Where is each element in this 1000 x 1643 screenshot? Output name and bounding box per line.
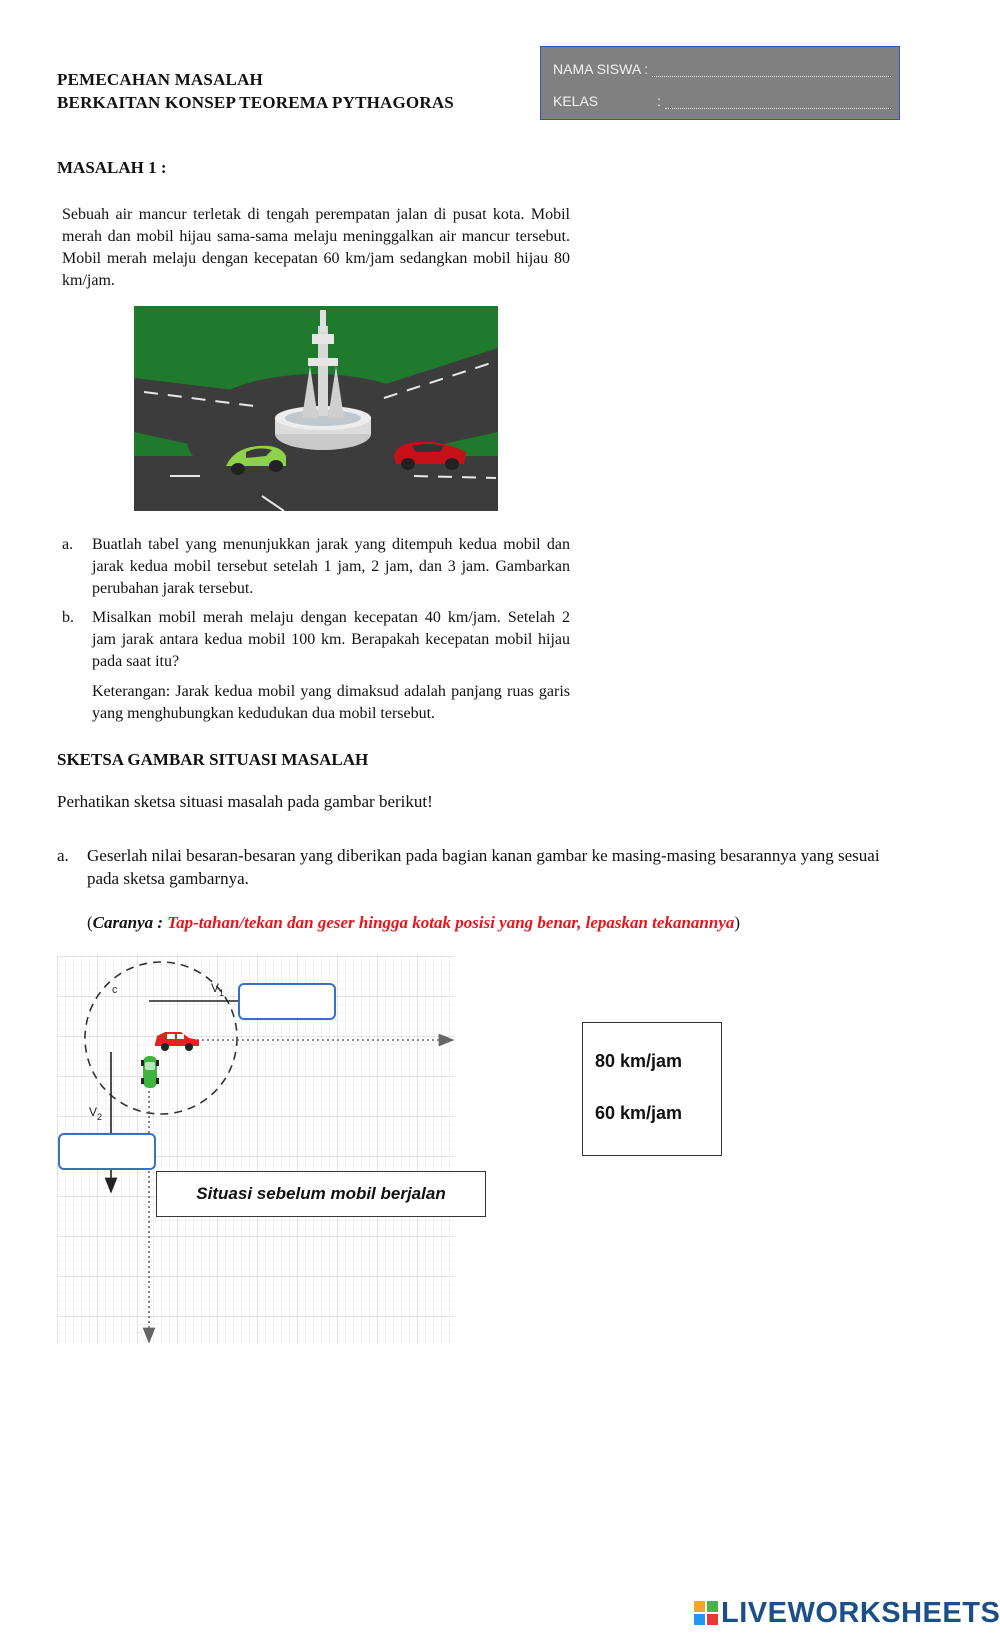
- title-line-1: PEMECAHAN MASALAH: [57, 70, 263, 89]
- option-60-kmh[interactable]: 60 km/jam: [595, 1103, 683, 1123]
- problem-heading: MASALAH 1 :: [57, 158, 167, 177]
- class-colon: :: [657, 93, 661, 109]
- title-line-2: BERKAITAN KONSEP TEOREMA PYTHAGORAS: [57, 93, 454, 112]
- sketch-instruction: [57, 844, 907, 892]
- sketch-caption: Situasi sebelum mobil berjalan: [156, 1171, 486, 1217]
- green-car-icon: [141, 1056, 159, 1088]
- question-a-text: Buatlah tabel yang menunjukkan jarak yang ditempuh kedua mobil dan jarak kedua mobil tersebut setelah 1 jam, 2 jam, dan 3 jam. Gambarkan perubahan jarak tersebut.: [92, 536, 570, 597]
- howto-open: (: [87, 913, 93, 932]
- class-field[interactable]: [665, 96, 891, 109]
- liveworksheets-logo-icon: [694, 1601, 718, 1625]
- name-field[interactable]: [652, 64, 891, 77]
- roundabout-svg: [134, 306, 498, 511]
- problem-statement: Sebuah air mancur terletak di tengah perempatan jalan di pusat kota. Mobil merah dan mobil hijau sama-sama melaju meninggalkan air mancur tersebut. Mobil merah melaju dengan kecepatan 60 km/jam sedangkan mobil hijau 80 km/jam.: [62, 206, 570, 289]
- center-label: c: [112, 984, 118, 996]
- sketch-heading: SKETSA GAMBAR SITUASI MASALAH: [57, 750, 369, 769]
- instruction-marker: a.: [57, 846, 69, 865]
- name-label: NAMA SISWA :: [553, 61, 649, 77]
- v1-drop-target[interactable]: [238, 983, 336, 1020]
- question-b: [62, 607, 570, 673]
- worksheet-title: [57, 68, 454, 114]
- class-row: [553, 91, 891, 109]
- question-b-marker: b.: [62, 609, 74, 626]
- howto-label: Caranya :: [92, 913, 164, 932]
- howto-text: Tap-tahan/tekan dan geser hingga kotak posisi yang benar, lepaskan tekanannya: [167, 913, 735, 932]
- liveworksheets-logo: [694, 1596, 1000, 1630]
- howto-line: [87, 913, 740, 933]
- problem-note: Keterangan: Jarak kedua mobil yang dimaksud adalah panjang ruas garis yang menghubungkan kedudukan dua mobil tersebut.: [92, 683, 570, 722]
- howto-close: ): [734, 913, 741, 932]
- roundabout-illustration: [134, 306, 498, 511]
- sketch-intro: Perhatikan sketsa situasi masalah pada gambar berikut!: [57, 792, 433, 811]
- question-a-marker: a.: [62, 536, 74, 553]
- student-id-box: [540, 46, 900, 120]
- v2-label: $V_2$: [89, 1105, 103, 1122]
- instruction-text: Geserlah nilai besaran-besaran yang diberikan pada bagian kanan gambar ke masing-masing besarannya yang sesuai pada sketsa gambarnya.: [87, 846, 880, 888]
- question-b-text: Misalkan mobil merah melaju dengan kecepatan 40 km/jam. Setelah 2 jam jarak antara kedua mobil 100 km. Berapakah kecepatan mobil hijau pada saat itu?: [92, 609, 570, 670]
- v1-label: $V_1$: [211, 981, 225, 998]
- option-80-kmh[interactable]: 80 km/jam: [595, 1051, 683, 1071]
- brand-name: LIVEWORKSHEETS: [721, 1596, 1000, 1629]
- name-row: [553, 59, 891, 77]
- class-label: KELAS: [553, 93, 599, 109]
- answer-options-box: [582, 1022, 722, 1156]
- question-a: [62, 534, 570, 600]
- v2-drop-target[interactable]: [58, 1133, 156, 1170]
